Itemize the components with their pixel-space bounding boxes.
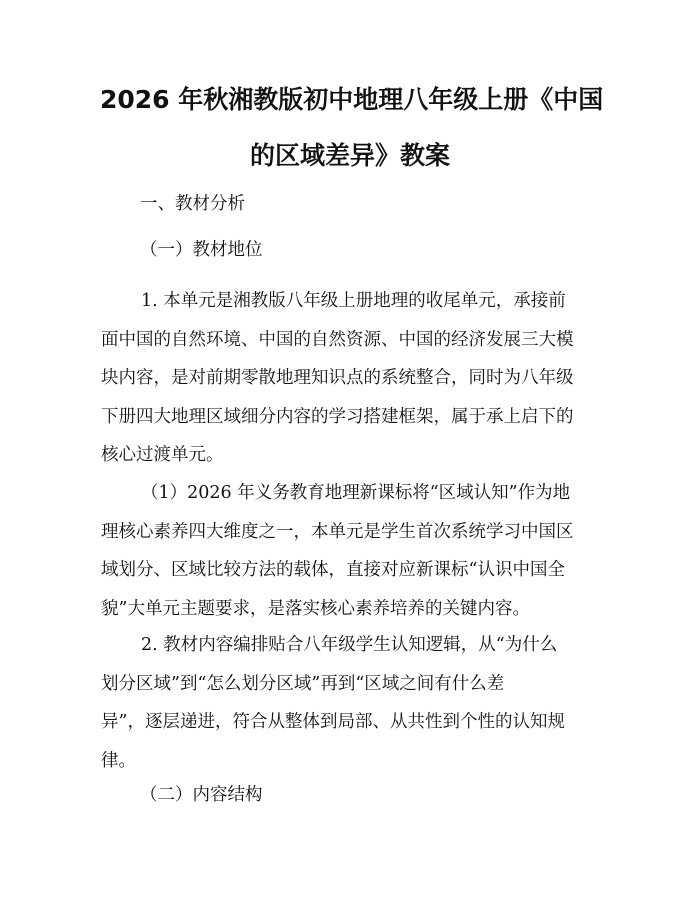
paragraph-line: 理核心素养四大维度之一，本单元是学生首次系统学习中国区 bbox=[101, 521, 574, 542]
subsection-heading-material-position: （一）教材地位 bbox=[140, 240, 263, 260]
paragraph-line: 核心过渡单元。 bbox=[101, 445, 224, 465]
section-heading-teaching-material-analysis: 一、教材分析 bbox=[140, 194, 245, 214]
paragraph-unit-overview bbox=[101, 282, 601, 475]
paragraph-line: （1）2026 年义务教育地理新课标将“区域认知”作为地 bbox=[141, 483, 571, 503]
paragraph-line: 2. 教材内容编排贴合八年级学生认知逻辑，从“为什么 bbox=[141, 635, 558, 655]
paragraph-line: 面中国的自然环境、中国的自然资源、中国的经济发展三大模 bbox=[101, 329, 574, 350]
title-line: 的区域差异》教案 bbox=[249, 141, 450, 170]
subsection-heading-content-structure: （二）内容结构 bbox=[140, 785, 263, 805]
paragraph-line: 1. 本单元是湘教版八年级上册地理的收尾单元，承接前 bbox=[141, 291, 566, 311]
paragraph-line: 下册四大地理区域细分内容的学习搭建框架，属于承上启下的 bbox=[101, 406, 574, 427]
paragraph-line: 块内容，是对前期零散地理知识点的系统整合，同时为八年级 bbox=[101, 368, 574, 388]
title-line: 2026 年秋湘教版初中地理八年级上册《中国 bbox=[100, 85, 604, 114]
paragraph-line: 律。 bbox=[101, 750, 136, 771]
document-title bbox=[100, 72, 604, 184]
paragraph-line: 划分区域”到“怎么划分区域”再到“区域之间有什么差 bbox=[101, 673, 505, 694]
paragraph-curriculum-standard bbox=[101, 474, 601, 628]
paragraph-content-arrangement bbox=[101, 626, 601, 780]
paragraph-line: 域划分、区域比较方法的载体，直接对应新课标“认识中国全 bbox=[101, 560, 565, 580]
paragraph-line: 貌”大单元主题要求，是落实核心素养培养的关键内容。 bbox=[101, 598, 530, 619]
paragraph-line: 异”，逐层递进，符合从整体到局部、从共性到个性的认知规 bbox=[101, 712, 565, 732]
